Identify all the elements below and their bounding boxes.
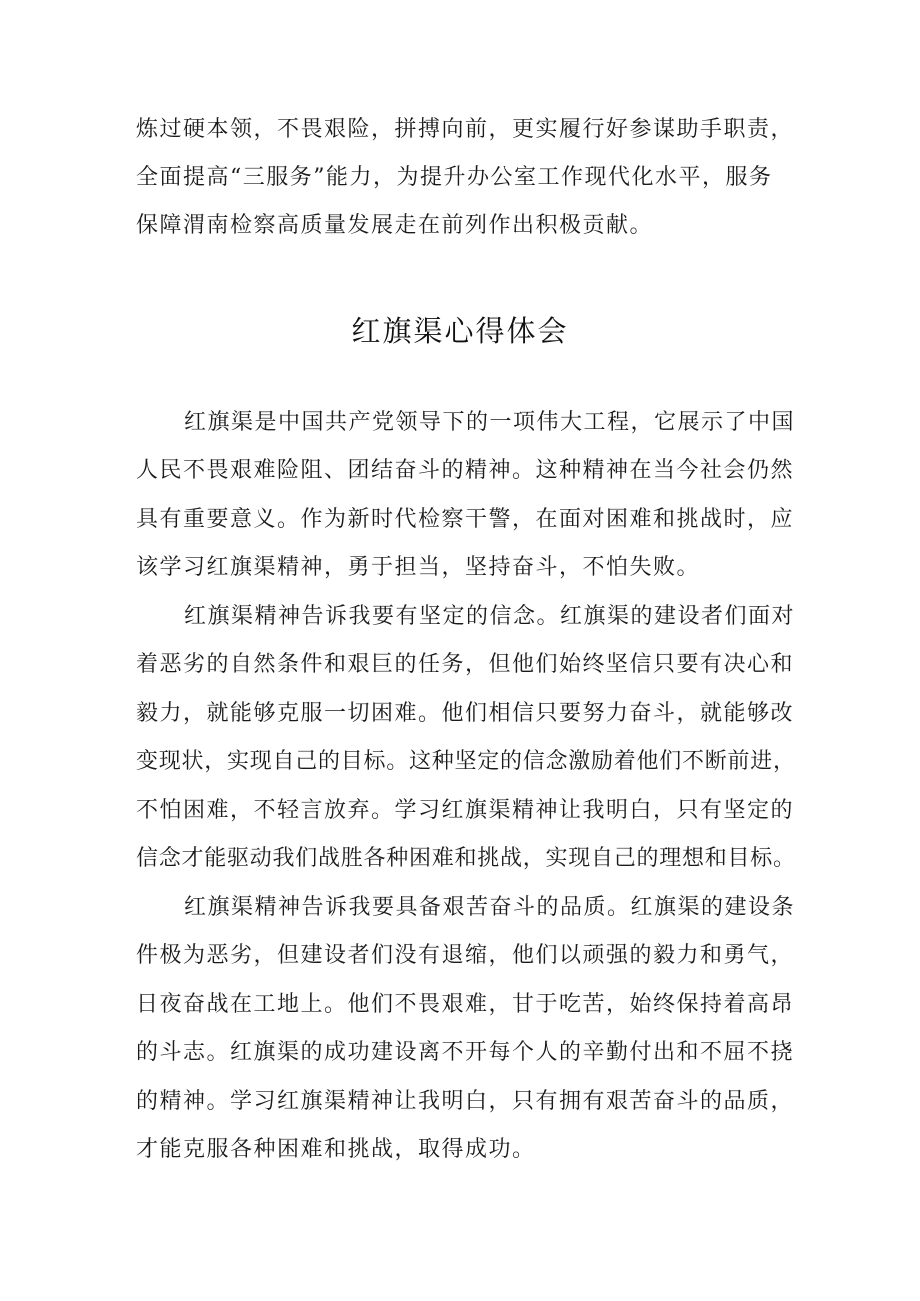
p1-line-4: 该学习红旗渠精神，勇于担当，坚持奋斗，不怕失败。 [136,555,701,580]
intro-line-3: 保障渭南检察高质量发展走在前列作出积极贡献。 [136,213,654,238]
p3-line-5: 的精神。学习红旗渠精神让我明白，只有拥有艰苦奋斗的品质， [136,1089,795,1114]
p1-line-3: 具有重要意义。作为新时代检察干警，在面对困难和挑战时，应 [136,507,795,532]
intro-line-2: 全面提高“三服务”能力，为提升办公室工作现代化水平，服务 [136,165,773,190]
p2-line-3: 毅力，就能够克服一切困难。他们相信只要努力奋斗，就能够改 [136,701,795,726]
p1-line-1: 红旗渠是中国共产党领导下的一项伟大工程，它展示了中国 [184,410,796,435]
p2-line-2: 着恶劣的自然条件和艰巨的任务，但他们始终坚信只要有决心和 [136,652,795,677]
p3-line-3: 日夜奋战在工地上。他们不畏艰难，甘于吃苦，始终保持着高昂 [136,992,795,1017]
p3-line-2: 件极为恶劣，但建设者们没有退缩，他们以顽强的毅力和勇气， [136,943,795,968]
p1-line-2: 人民不畏艰难险阻、团结奋斗的精神。这种精神在当今社会仍然 [136,458,795,483]
p3-line-1: 红旗渠精神告诉我要具备艰苦奋斗的品质。红旗渠的建设条 [184,895,796,920]
article-title: 红旗渠心得体会 [351,314,569,348]
p2-line-1: 红旗渠精神告诉我要有坚定的信念。红旗渠的建设者们面对 [184,604,796,629]
p2-line-5: 不怕困难，不轻言放弃。学习红旗渠精神让我明白，只有坚定的 [136,798,795,823]
p3-line-6: 才能克服各种困难和挑战，取得成功。 [136,1137,536,1162]
p2-line-4: 变现状，实现自己的目标。这种坚定的信念激励着他们不断前进， [136,749,796,774]
p3-line-4: 的斗志。红旗渠的成功建设离不开每个人的辛勤付出和不屈不挠 [136,1040,795,1065]
intro-line-1: 炼过硬本领，不畏艰险，拼搏向前，更实履行好参谋助手职责， [136,117,795,142]
p2-line-6: 信念才能驱动我们战胜各种困难和挑战，实现自己的理想和目标。 [136,846,796,871]
